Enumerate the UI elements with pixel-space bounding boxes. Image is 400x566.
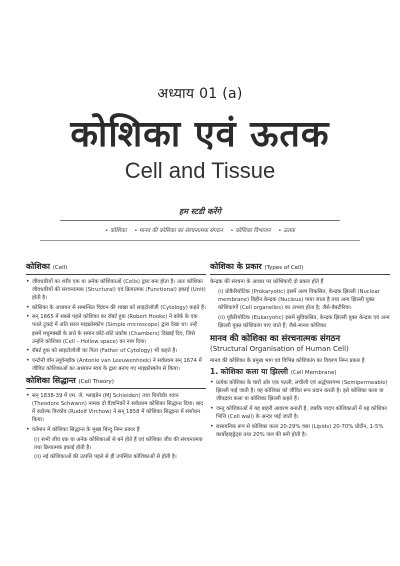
list-item: • सन् 1838-39 में एम. जे. श्लाइडेन (MJ Schleiden) तथा थियोडोर श्वान (Theodore Schwann) नामक दो वैज्ञानिकों ने सर्वप्रथम कोशिका सिद्धान्त दिया। बाद में रुडोल्फ विरचोव (Rudolf Virchow) ने सन् 1858 में कोशिका सिद्धान्त में संशोधन किया।: [26, 392, 206, 424]
theory-point: (i) सभी जीव एक या अनेक कोशिकाओं से बने होते हैं एवं कोशिका जीव की संरचनात्मक तथा क्रियात्मक इकाई होती है।: [34, 436, 203, 451]
list-item: • रॉबर्ट हुक को साइटोलॉजी का पिता (Father of Cytology) भी कहते हैं।: [26, 347, 206, 355]
subsection-heading-text: 1. कोशिका कला या झिल्ली: [210, 367, 289, 377]
section-heading-structural-organisation: मानव की कोशिका का संरचनात्मक संगठन: [210, 334, 341, 345]
study-topic: • कोशिका: [105, 228, 127, 234]
section-heading-cell-theory: [26, 376, 206, 389]
cell-bullet-list: [26, 278, 206, 373]
list-item: • जीवधारियों का शरीर एक या अनेक कोशिकाओं (Cells) द्वारा बना होता है। अतः कोशिका जीवधारियों की संरचनात्मक (Structural) एवं क्रियात्मक (Functional) इकाई (Unit) होती है।: [26, 278, 206, 302]
study-heading: हम स्टडी करेंगे: [178, 207, 222, 216]
section-heading-cell: [26, 262, 206, 275]
section-heading-sub: (Structural Organisation of Human Cell): [210, 345, 349, 354]
section-heading-sub: (Cell Theory): [78, 379, 114, 386]
study-topic: • ऊतक: [278, 228, 295, 234]
subsection-heading-sub: (Cell Membrane): [290, 370, 337, 377]
list-item: • कोशिका के अध्ययन से सम्बन्धित विज्ञान की शाखा को साइटोलॉजी (Cytology) कहते हैं।: [26, 304, 206, 312]
list-item: • जन्तु कोशिकाओं में यह बाहरी आवरण बनाती है, जबकि पादप कोशिकाओं में यह कोशिका भित्ति (Cell wall) के अन्दर पाई जाती है।: [210, 405, 390, 421]
section-heading-sub: (Types of Cell): [264, 265, 304, 271]
list-item: • वर्तमान में कोशिका सिद्धान्त के मुख्य बिन्दु निम्न प्रकार हैं: [26, 426, 206, 434]
section-heading-text: कोशिका के प्रकार: [210, 262, 262, 271]
chapter-number: अध्याय 01 (a): [157, 86, 243, 102]
section-heading-text: कोशिका सिद्धान्त: [26, 376, 76, 386]
section-heading-sub: (Cell): [52, 265, 68, 271]
cell-theory-list: [26, 392, 206, 434]
cell-membrane-list: [210, 379, 390, 439]
type-point: (i) प्रोकैरियोटिक (Prokaryotic) इसमें अल्प विकसित, केन्द्रक झिल्ली (Nuclear membrane) विहीन केन्द्रक (Nucleus) पाया जाता है तथा अन्य झिल्ली युक्त कोशिकांगों (Cell organelles) का अभाव होता है; जैसे-बैक्टीरिया।: [218, 289, 380, 312]
type-point: (ii) यूकैरियोटिक (Eukaryotic) इसमें सुविकसित, केन्द्रक झिल्ली युक्त केन्द्रक एवं अन्य झिल्ली युक्त कोशिकांग पाए जाते हैं; जैसे-मानव कोशिका: [218, 314, 390, 329]
study-topics: [0, 226, 400, 234]
left-column: [26, 262, 206, 463]
section-heading-text: कोशिका: [26, 262, 50, 271]
subsection-heading-cell-membrane: [210, 367, 390, 378]
study-divider-bottom: [40, 240, 360, 241]
study-topic: • कोशिका विभाजन: [230, 228, 271, 234]
list-item: • रासायनिक रूप से कोशिका कला 20-29% वसा (Lipids) 20-70% प्रोटीन, 1-5% कार्बोहाइड्रेट्स तथा 20% जल की बनी होती है।: [210, 423, 390, 439]
chapter-title-english: Cell and Tissue: [124, 158, 276, 183]
right-column: [210, 262, 390, 440]
chapter-title-hindi: कोशिका एवं ऊतक: [70, 114, 330, 155]
list-item: • प्रत्येक कोशिका के चारों ओर एक पतली, लचीली एवं अर्द्धपारगम्य (Semipermeable) झिल्ली पाई जाती है। यह कोशिका को जीवित रूप प्रदान करती है। इसे कोशिका कला या जीवद्रव्य कला या कोशिका झिल्ली कहते हैं।: [210, 379, 390, 403]
list-item: • सन् 1665 में सबसे पहले कोशिका का रॉबर्ट हुक (Robert Hooke) ने कॉर्क के एक पतले टुकड़े में अति सरल माइक्रोस्कोप (Simple microscope) द्वारा देखा था। उन्हें इसमें मधुमक्खी के छत्ते के समान छोटे-छोटे प्रकोष्ठ (Chambers) दिखाई दिए, जिसे उन्होंने कोशिका (Cell – Hollow space) का नाम दिया।: [26, 313, 206, 345]
paragraph: केन्द्रक की संरचना के आधार पर कोशिकाएँ दो प्रकार होते हैं: [210, 279, 324, 285]
paragraph: मानव की कोशिका के प्रमुख भाग एवं विभिन्न कोशिकांग का विवरण निम्न प्रकार है: [210, 358, 365, 365]
theory-point: (ii) नई कोशिकाओं की उत्पत्ति पहले से ही उपस्थित कोशिकाओं से होती है।: [34, 454, 177, 461]
study-topic: • मानव की कोशिका का संरचनात्मक संगठन: [134, 228, 223, 234]
section-heading-cell-types: [210, 262, 390, 275]
study-divider: [60, 220, 340, 221]
list-item: • एन्टोनी वॉन ल्यूवेनहॉक (Antonie van Leeuwenhoek) ने सर्वप्रथम सन् 1674 में जीवित कोशिकाओं का अध्ययन स्वयं के द्वारा बनाए गए माइक्रोस्कोप से किया।: [26, 357, 206, 373]
